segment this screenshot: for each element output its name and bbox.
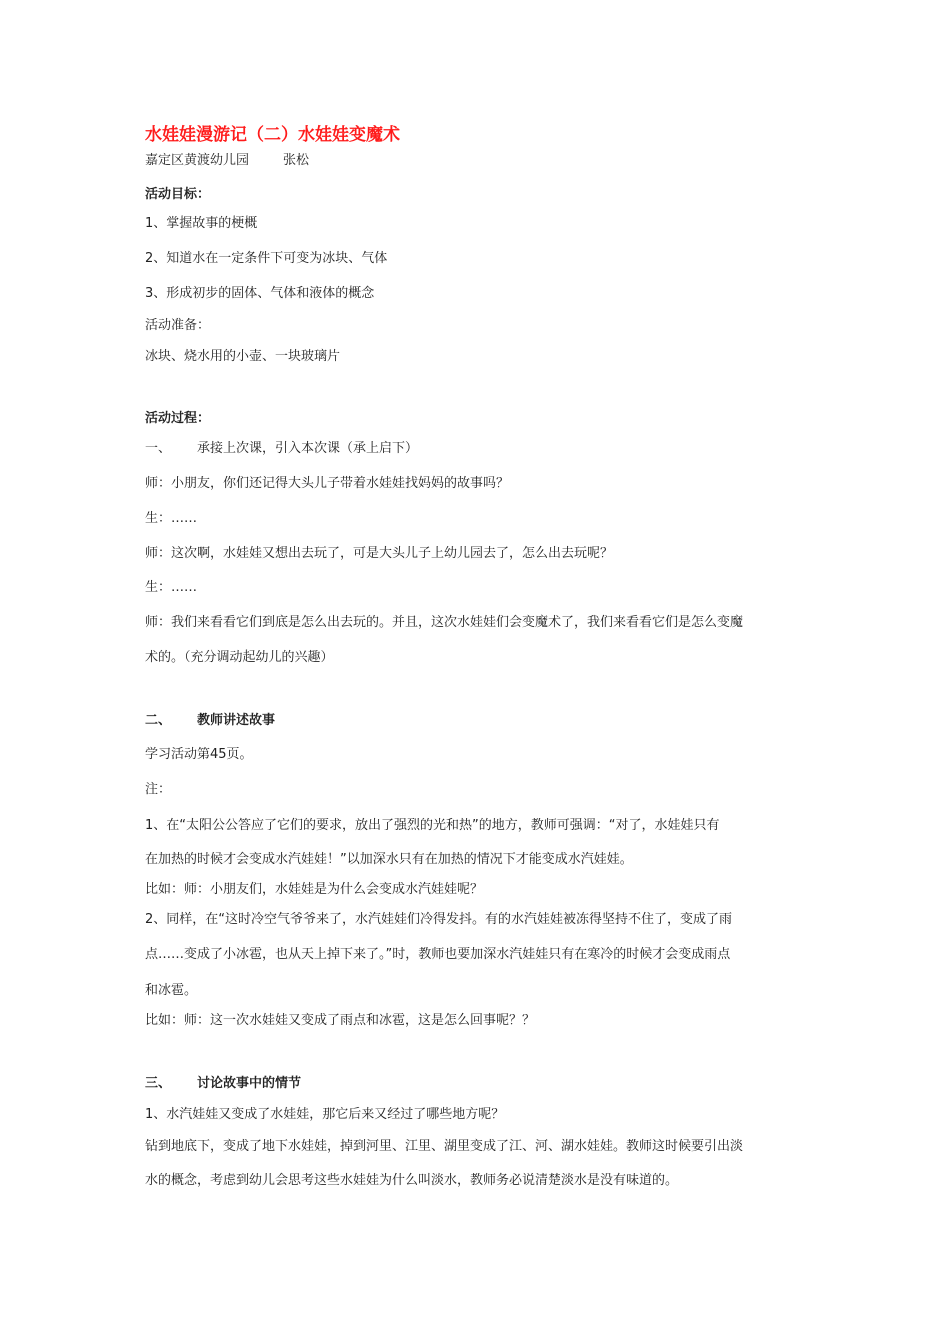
body-line: 注：	[145, 782, 172, 797]
dialogue-line: 术的。（充分调动起幼儿的兴趣）	[145, 650, 334, 665]
section-number: 一、	[145, 441, 172, 456]
page-title: 水娃娃漫游记（二）水娃娃变魔术	[145, 125, 400, 145]
body-line: 2、同样，在“这时冷空气爷爷来了，水汽娃娃们冷得发抖。有的水汽娃娃被冻得坚持不住了，变成了雨	[145, 912, 733, 927]
body-line: 水的概念，考虑到幼儿会思考这些水娃娃为什么叫淡水，教师务必说清楚淡水是没有味道的。	[145, 1173, 679, 1188]
section-2-heading	[145, 712, 275, 730]
section-3-heading	[145, 1075, 301, 1093]
dialogue-line: 生：……	[145, 580, 198, 595]
section-title: 讨论故事中的情节	[197, 1076, 302, 1091]
body-line: 和冰雹。	[145, 983, 198, 998]
section-title: 承接上次课，引入本次课（承上启下）	[197, 441, 419, 456]
body-line: 钻到地底下，变成了地下水娃娃，掉到河里、江里、湖里变成了江、河、湖水娃娃。教师这时候要引出淡	[145, 1139, 744, 1154]
dialogue-line: 师：我们来看看它们到底是怎么出去玩的。并且，这次水娃娃们会变魔术了，我们来看看它们是怎么变魔	[145, 615, 744, 630]
dialogue-line: 师：小朋友，你们还记得大头儿子带着水娃娃找妈妈的故事吗？	[145, 476, 510, 491]
goals-heading: 活动目标：	[145, 187, 211, 202]
prep-text: 冰块、烧水用的小壶、一块玻璃片	[145, 349, 341, 364]
section-number: 二、	[145, 713, 172, 728]
goal-item: 2、知道水在一定条件下可变为冰块、气体	[145, 251, 388, 266]
body-line: 比如：师：小朋友们，水娃娃是为什么会变成水汽娃娃呢？	[145, 882, 484, 897]
body-line: 比如：师：这一次水娃娃又变成了雨点和冰雹，这是怎么回事呢？？	[145, 1013, 536, 1028]
body-line: 在加热的时候才会变成水汽娃娃！”以加深水只有在加热的情况下才能变成水汽娃娃。	[145, 852, 633, 867]
dialogue-line: 师：这次啊，水娃娃又想出去玩了，可是大头儿子上幼儿园去了，怎么出去玩呢？	[145, 546, 614, 561]
dialogue-line: 生：……	[145, 511, 198, 526]
body-line: 1、水汽娃娃又变成了水娃娃，那它后来又经过了哪些地方呢？	[145, 1107, 505, 1122]
author-name: 张松	[283, 153, 310, 168]
section-1-heading	[145, 440, 418, 458]
body-line: 1、在“太阳公公答应了它们的要求，放出了强烈的光和热”的地方，教师可强调：“对了，水娃娃只有	[145, 818, 720, 833]
section-number: 三、	[145, 1076, 172, 1091]
author-school: 嘉定区黄渡幼儿园	[145, 153, 250, 168]
body-line: 点……变成了小冰雹，也从天上掉下来了。”时，教师也要加深水汽娃娃只有在寒冷的时候才会变成雨点	[145, 947, 731, 962]
goal-item: 1、掌握故事的梗概	[145, 216, 258, 231]
body-line: 学习活动第45页。	[145, 747, 253, 762]
section-title: 教师讲述故事	[197, 713, 276, 728]
prep-heading: 活动准备：	[145, 318, 211, 333]
author-line	[145, 152, 309, 170]
goal-item: 3、形成初步的固体、气体和液体的概念	[145, 286, 375, 301]
process-heading: 活动过程：	[145, 411, 211, 426]
